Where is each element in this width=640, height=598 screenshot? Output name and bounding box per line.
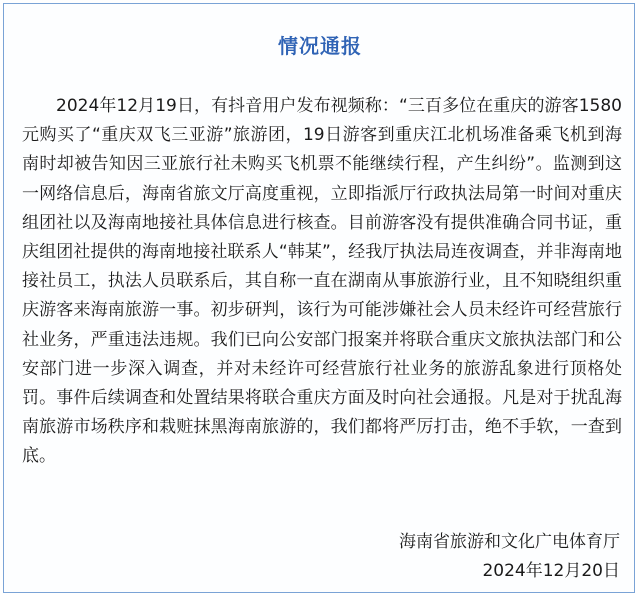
notice-signature [399, 528, 620, 586]
issue-date: 2024年12月20日 [482, 561, 620, 581]
notice-frame [3, 3, 635, 593]
issuer-name: 海南省旅游和文化广电体育厅 [399, 532, 620, 552]
notice-title: 情况通报 [278, 34, 362, 58]
notice-body: 2024年12月19日，有抖音用户发布视频称：“三百多位在重庆的游客1580元购买了“重庆双飞三亚游”旅游团，19日游客到重庆江北机场准备乘飞机到海南时却被告知因三亚旅行社未购买飞机票不能继续行程，产生纠纷”。监测到这一网络信息后，海南省旅文厅高度重视，立即指派厅行政执法局第一时间对重庆组团社以及海南地接社具体信息进行核查。目前游客没有提供准确合同书证，重庆组团社提供的海南地接社联系人“韩某”，经我厅执法局连夜调查，并非海南地接社员工，执法人员联系后，其自称一直在湖南从事旅游行业，且不知晓组织重庆游客来海南旅游一事。初步研判，该行为可能涉嫌社会人员未经许可经营旅行社业务，严重违法违规。我们已向公安部门报案并将联合重庆文旅执法部门和公安部门进一步深入调查，并对未经许可经营旅行社业务的旅游乱象进行顶格处罚。事件后续调查和处置结果将联合重庆方面及时向社会通报。凡是对于扰乱海南旅游市场秩序和栽赃抹黑海南旅游的，我们都将严厉打击，绝不手软，一查到底。 [22, 96, 622, 467]
